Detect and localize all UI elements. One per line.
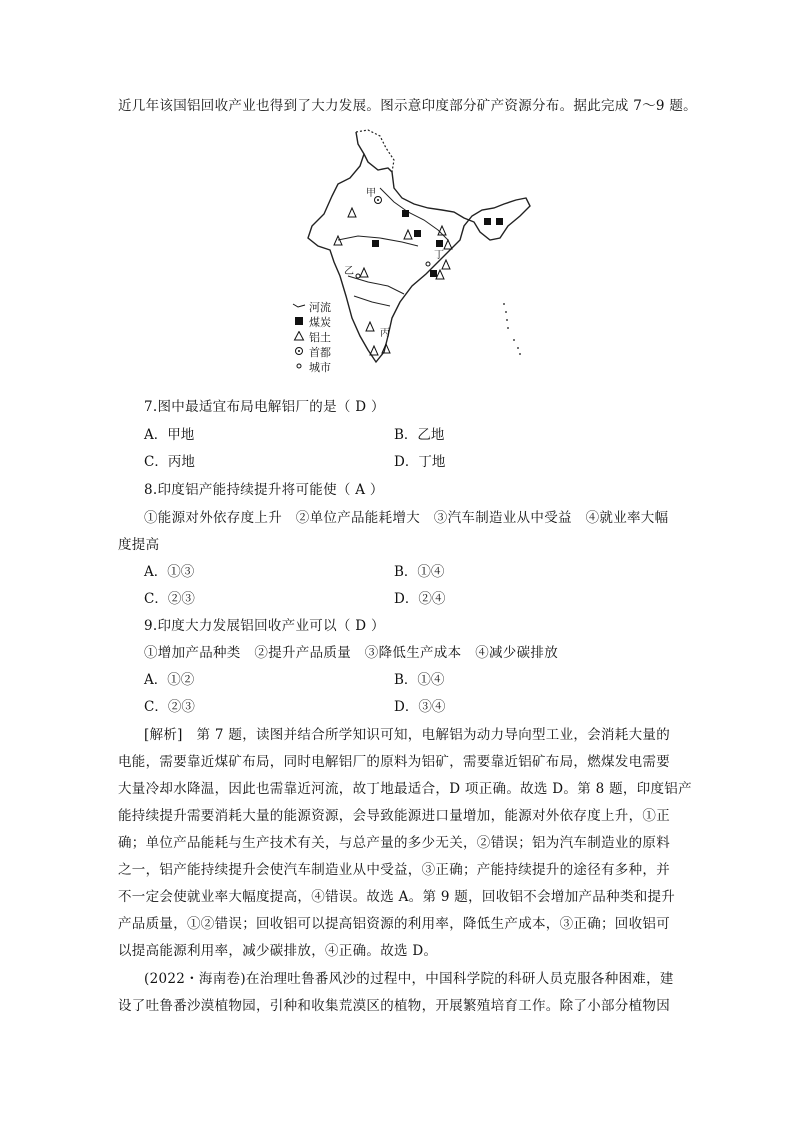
legend-item-coal <box>292 315 331 330</box>
place-label-jia: 甲 <box>366 188 376 199</box>
legend-label: 首都 <box>309 346 331 359</box>
island-dot <box>503 303 505 305</box>
island-dot <box>513 339 515 341</box>
coal-mark <box>414 230 421 237</box>
coal-mark <box>496 218 503 225</box>
analysis-line: 能持续提升需要消耗大量的能源资源，会导致能源进口量增加，能源对外依存度上升，①正 <box>118 808 670 824</box>
bauxite-mark <box>404 230 412 239</box>
q8-items-line: ①能源对外依存度上升 ②单位产品能耗增大 ③汽车制造业从中受益 ④就业率大幅 <box>144 510 669 526</box>
coal-mark <box>484 218 491 225</box>
legend-label: 铝土 <box>309 331 331 344</box>
legend-label: 煤炭 <box>309 316 331 329</box>
next-passage-line: (2022・海南卷)在治理吐鲁番风沙的过程中，中国科学院的科研人员克服各种困难，建 <box>144 971 674 987</box>
question-8-stem: 8.印度铝产能持续提升将可能使（ A ） <box>144 482 384 498</box>
intro-text: 近几年该国铝回收产业也得到了大力发展。图示意印度部分矿产资源分布。据此完成 7～9 题。 <box>118 98 697 114</box>
island-dot <box>506 319 508 321</box>
legend-item-bauxite <box>292 330 331 345</box>
q8-option-c: C．②③ <box>144 591 195 607</box>
q9-option-b: B．①④ <box>394 672 445 688</box>
q7-option-c: C．丙地 <box>144 454 195 470</box>
river-icon <box>292 300 306 315</box>
place-label-bing: 丙 <box>380 328 390 339</box>
analysis-line: 大量冷却水降温，因此也需靠近河流，故丁地最适合，D 项正确。故选 D。第 8 题，印度铝产 <box>118 781 692 797</box>
legend-label: 河流 <box>309 301 331 314</box>
q8-option-d: D．②④ <box>394 591 446 607</box>
analysis-line: 以提高能源利用率，减少碳排放，④正确。故选 D。 <box>118 943 438 959</box>
bauxite-mark <box>442 260 450 269</box>
city-icon <box>292 360 306 375</box>
q8-items-line: 度提高 <box>118 537 160 553</box>
coal-mark <box>430 270 437 277</box>
q9-option-a: A．①② <box>144 672 195 688</box>
island-dot <box>517 347 519 349</box>
q8-option-a: A．①③ <box>144 564 195 580</box>
bauxite-icon <box>292 330 306 345</box>
legend-item-river <box>292 300 331 315</box>
coal-mark <box>436 240 443 247</box>
q7-option-a: A．甲地 <box>144 427 195 443</box>
map-legend <box>292 300 331 375</box>
island-dot <box>505 311 507 313</box>
analysis-line: 产品质量，①②错误；回收铝可以提高铝资源的利用率，降低生产成本，③正确；回收铝可 <box>118 916 670 932</box>
capital-icon <box>292 345 306 360</box>
analysis-line: 不一定会使就业率大幅度提高，④错误。故选 A。第 9 题，回收铝不会增加产品种类和提升 <box>118 889 676 905</box>
legend-label: 城市 <box>309 361 331 374</box>
analysis-line: 之一，铝产能持续提升会使汽车制造业从中受益，③正确；产能持续提升的途径有多种，并 <box>118 862 670 878</box>
river-south <box>348 276 404 294</box>
q8-option-b: B．①④ <box>394 564 445 580</box>
q9-option-d: D．③④ <box>394 699 446 715</box>
bauxite-mark <box>360 268 368 277</box>
coal-mark <box>372 240 379 247</box>
island-dot <box>507 327 509 329</box>
question-7-stem: 7.图中最适宜布局电解铝厂的是（ D ） <box>144 399 385 415</box>
question-9-stem: 9.印度大力发展铝回收产业可以（ D ） <box>144 618 385 634</box>
analysis-line: [解析] 第 7 题，读图并结合所学知识可知，电解铝为动力导向型工业，会消耗大量的 <box>144 727 671 743</box>
india-outline <box>308 132 530 362</box>
q7-option-d: D．丁地 <box>394 454 446 470</box>
place-label-yi: 乙 <box>344 266 354 277</box>
bauxite-mark <box>348 208 356 217</box>
coal-icon <box>292 315 306 330</box>
next-passage-line: 设了吐鲁番沙漠植物园，引种和收集荒漠区的植物，开展繁殖培育工作。除了小部分植物因 <box>118 998 670 1014</box>
bauxite-mark <box>366 322 374 331</box>
q9-items-line: ①增加产品种类 ②提升产品质量 ③降低生产成本 ④减少碳排放 <box>144 645 558 661</box>
q9-option-c: C．②③ <box>144 699 195 715</box>
analysis-line: 确；单位产品能耗与生产技术有关，与总产量的多少无关，②错误；铝为汽车制造业的原料 <box>118 835 670 851</box>
q7-option-b: B．乙地 <box>394 427 445 443</box>
bauxite-mark <box>444 240 452 249</box>
island-dot <box>519 353 521 355</box>
analysis-line: 电能，需要靠近煤矿布局，同时电解铝厂的原料为铝矿，需要靠近铝矿布局，燃煤发电需要 <box>118 754 670 770</box>
river-south2 <box>354 296 390 306</box>
city-mark <box>426 262 430 266</box>
place-label-ding: 丁 <box>434 250 444 261</box>
bauxite-mark <box>334 236 342 245</box>
legend-item-city <box>292 360 331 375</box>
bauxite-mark <box>436 270 444 279</box>
legend-item-capital <box>292 345 331 360</box>
coal-mark <box>402 210 409 217</box>
city-mark <box>356 274 360 278</box>
